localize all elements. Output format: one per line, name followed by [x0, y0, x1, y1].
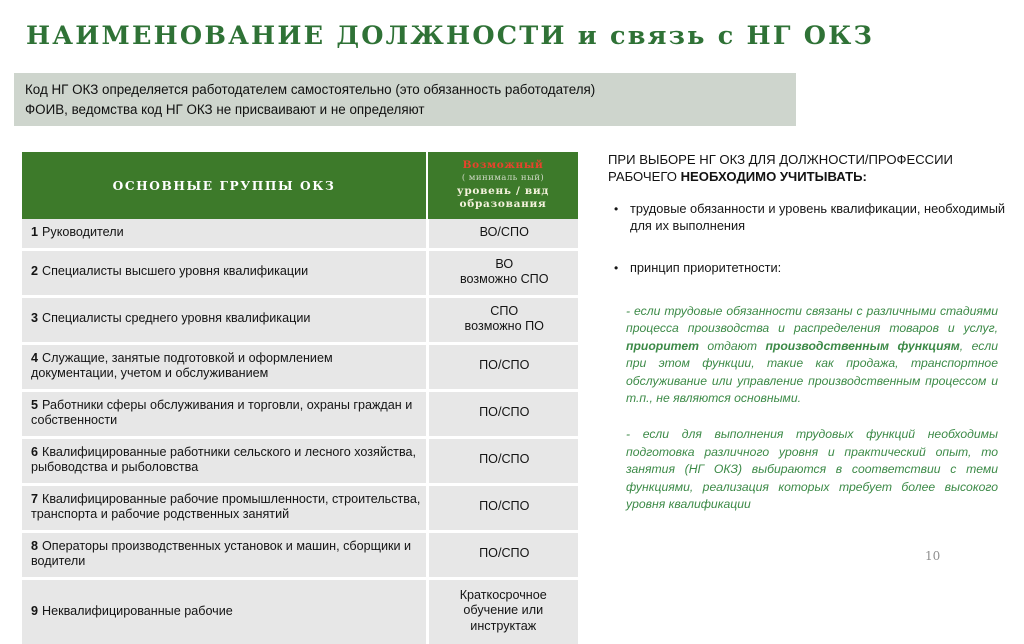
table-cell-group-label: Руководители — [42, 225, 124, 239]
table-cell-education-level: ПО/СПО — [427, 390, 578, 437]
table-cell-education-level: ПО/СПО — [427, 484, 578, 531]
table-cell-group-label: Служащие, занятые подготовкой и оформлением документации, учетом и обслуживанием — [31, 350, 333, 380]
table-row — [22, 343, 578, 390]
table-header-row — [22, 152, 578, 219]
table-cell-group-name — [22, 437, 427, 484]
table-cell-group-name — [22, 484, 427, 531]
table-cell-row-number: 6 — [31, 444, 39, 459]
table-cell-group-name — [22, 296, 427, 343]
table-row — [22, 531, 578, 578]
table-cell-group-name — [22, 531, 427, 578]
bullet-item-2-label: принцип приоритетности: — [630, 260, 782, 275]
table-row — [22, 296, 578, 343]
table-cell-education-level: ВО/СПО — [427, 219, 578, 249]
okz-groups-table — [22, 152, 578, 644]
table-row — [22, 219, 578, 249]
table-cell-group-name — [22, 219, 427, 249]
table-cell-group-label: Квалифицированные рабочие промышленности, строительства, транспорта и рабочие родственных занятий — [31, 491, 421, 521]
guidance-heading-normal: ПРИ ВЫБОРЕ НГ ОКЗ ДЛЯ ДОЛЖНОСТИ/ПРОФЕССИИ РАБОЧЕГО — [608, 152, 953, 184]
header-possible-label: Возможный — [462, 159, 544, 171]
page-number: 10 — [925, 549, 941, 563]
column-header-groups: ОСНОВНЫЕ ГРУППЫ ОКЗ — [22, 152, 427, 219]
table-cell-group-label: Неквалифицированные рабочие — [42, 603, 233, 618]
table-cell-group-name — [22, 343, 427, 390]
paragraph-1-part-2: отдают — [698, 338, 766, 353]
table-body — [22, 219, 578, 644]
bullet-item-1-label: трудовые обязанности и уровень квалификации, необходимый для их выполнения — [630, 201, 1006, 233]
header-level-label: уровень / вид — [456, 185, 550, 197]
column-header-education — [427, 152, 578, 219]
paragraph-1-bold-2: производственным функциям — [765, 338, 960, 353]
note-box — [14, 73, 796, 126]
table-row — [22, 578, 578, 644]
table-cell-group-label: Операторы производственных установок и машин, сборщики и водители — [31, 538, 412, 568]
table-cell-row-number: 2 — [31, 264, 39, 279]
table-row — [22, 484, 578, 531]
note-line-1: Код НГ ОКЗ определяется работодателем самостоятельно (это обязанность работодателя) — [25, 82, 596, 97]
paragraph-1-part-3: , если при этом функции, такие как продажа, транспортное обслуживание или управление производственным процессом и т.п., не являются основными. — [626, 338, 998, 406]
table-cell-row-number: 5 — [31, 397, 39, 412]
table-cell-education-level: ПО/СПО — [427, 343, 578, 390]
table-cell-group-label: Квалифицированные работники сельского и лесного хозяйства, рыбоводства и рыболовства — [31, 444, 416, 474]
table-cell-group-name — [22, 390, 427, 437]
table-cell-education-level: Краткосрочное обучение или инструктаж — [427, 578, 578, 644]
guidance-paragraph-1 — [626, 303, 998, 409]
table-cell-row-number: 3 — [31, 311, 39, 326]
bullet-dot-icon: • — [614, 261, 619, 275]
note-line-2: ФОИВ, ведомства код НГ ОКЗ не присваивают и не определяют — [25, 102, 425, 117]
bullet-item-1 — [614, 201, 1006, 234]
table-cell-group-label: Специалисты среднего уровня квалификации — [42, 311, 311, 326]
table-cell-group-label: Специалисты высшего уровня квалификации — [42, 264, 309, 279]
table-cell-row-number: 9 — [31, 603, 39, 618]
table-cell-row-number: 4 — [31, 350, 39, 365]
table-cell-row-number: 8 — [31, 538, 39, 553]
table-cell-row-number: 7 — [31, 491, 39, 506]
bullet-item-2 — [614, 260, 1006, 277]
paragraph-1-part-1: - если трудовые обязанности связаны с различными стадиями процесса производства и распределения товаров и услуг, — [626, 303, 998, 336]
table-cell-row-number: 1 — [31, 225, 39, 239]
paragraph-1-bold-1: приоритет — [626, 338, 699, 353]
table-cell-education-level: ПО/СПО — [427, 531, 578, 578]
table-cell-education-level: СПО возможно ПО — [427, 296, 578, 343]
table-cell-group-label: Работники сферы обслуживания и торговли, охраны граждан и собственности — [31, 397, 413, 427]
table-cell-group-name — [22, 249, 427, 296]
table-row — [22, 437, 578, 484]
table-row — [22, 249, 578, 296]
guidance-paragraph-2: - если для выполнения трудовых функций необходимы подготовка различного уровня и практический опыт, то занятия (НГ ОКЗ) выбираются в соответствии с теми функциями, реализация которых требует более высокого уровня квалификации — [626, 427, 998, 512]
header-education-label: образования — [459, 198, 547, 210]
bullet-dot-icon: • — [614, 202, 619, 216]
table-cell-group-name — [22, 578, 427, 644]
table-header — [22, 152, 578, 219]
guidance-heading — [608, 152, 1006, 185]
table-row — [22, 390, 578, 437]
table-cell-education-level: ВО возможно СПО — [427, 249, 578, 296]
guidance-heading-strong: НЕОБХОДИМО УЧИТЫВАТЬ: — [680, 168, 867, 184]
page-title: НАИМЕНОВАНИЕ ДОЛЖНОСТИ и связь с НГ ОКЗ — [26, 21, 875, 51]
table-cell-education-level: ПО/СПО — [427, 437, 578, 484]
header-minimal-label: ( минималь ный) — [461, 173, 545, 183]
guidance-panel — [608, 152, 1006, 532]
